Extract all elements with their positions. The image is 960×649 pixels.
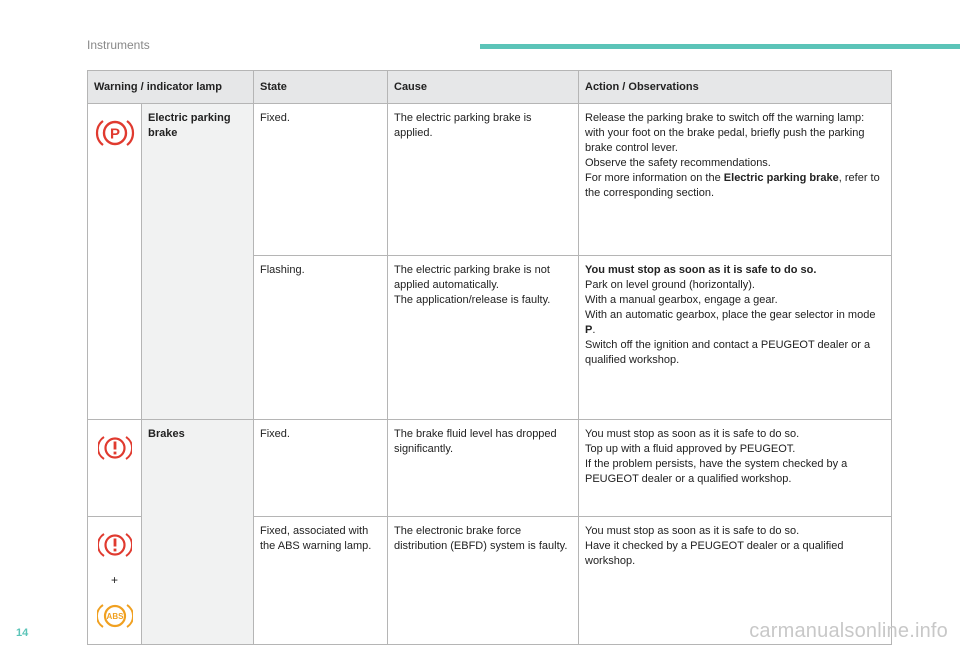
svg-text:ABS: ABS: [106, 612, 123, 622]
brake-abs-icon-cell: [88, 517, 142, 645]
section-accent-bar: [480, 44, 960, 49]
brake-warning-icon: [98, 434, 132, 462]
state-cell: Flashing.: [254, 256, 388, 420]
lamp-name-brakes: Brakes: [142, 420, 254, 645]
table-row: [88, 104, 892, 256]
lamp-name-parking-brake: Electric parking brake: [142, 104, 254, 420]
watermark: carmanualsonline.info: [749, 620, 948, 642]
action-cell: You must stop as soon as it is safe to do so. Park on level ground (horizontally). With a manual gearbox, engage a gear. With an automatic gearbox, place the gear selector in mode P. Switch off the ignition and contact a PEUGEOT dealer or a qualified workshop.: [579, 256, 892, 420]
brake-warning-icon: [98, 531, 132, 559]
cause-cell: The electronic brake force distribution (EBFD) system is faulty.: [388, 517, 579, 645]
header-cause: Cause: [388, 71, 579, 104]
cause-cell: The electric parking brake is not applied automatically. The application/release is faulty.: [388, 256, 579, 420]
header-state: State: [254, 71, 388, 104]
plus-sign: +: [110, 573, 118, 587]
table-header-row: [88, 71, 892, 104]
state-cell: Fixed.: [254, 420, 388, 517]
svg-text:P: P: [109, 125, 120, 143]
section-title: Instruments: [87, 38, 150, 52]
page-number: 14: [16, 627, 29, 639]
warning-lamps-table: [87, 70, 892, 645]
cause-cell: The electric parking brake is applied.: [388, 104, 579, 256]
brake-warning-icon-cell: [88, 420, 142, 517]
state-cell: Fixed, associated with the ABS warning lamp.: [254, 517, 388, 645]
abs-warning-icon: [97, 602, 133, 630]
state-cell: Fixed.: [254, 104, 388, 256]
parking-brake-icon-cell: [88, 104, 142, 420]
table-row: [88, 420, 892, 517]
action-cell: You must stop as soon as it is safe to do so. Have it checked by a PEUGEOT dealer or a qualified workshop.: [579, 517, 892, 645]
parking-brake-icon: [95, 118, 135, 148]
header-action: Action / Observations: [579, 71, 892, 104]
header-lamp: Warning / indicator lamp: [88, 71, 254, 104]
cause-cell: The brake fluid level has dropped significantly.: [388, 420, 579, 517]
action-cell: You must stop as soon as it is safe to do so. Top up with a fluid approved by PEUGEOT. If the problem persists, have the system checked by a PEUGEOT dealer or a qualified workshop.: [579, 420, 892, 517]
action-cell: Release the parking brake to switch off the warning lamp: with your foot on the brake pedal, briefly push the parking brake control lever. Observe the safety recommendations. For more information on the Electric parking brake, refer to the corresponding section.: [579, 104, 892, 256]
